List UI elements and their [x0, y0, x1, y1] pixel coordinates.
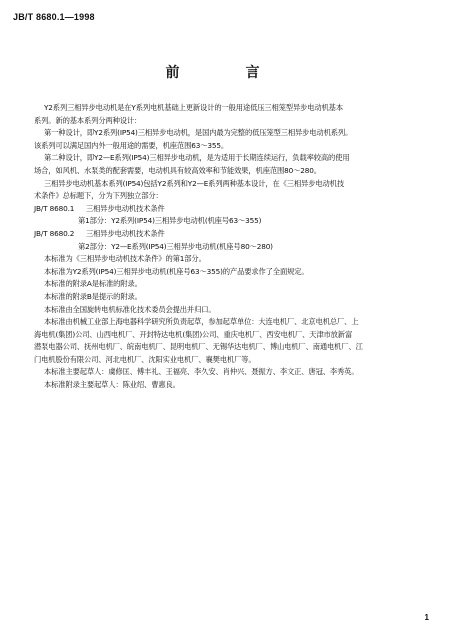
reference-subtitle: 第1部分：Y2系列(IP54)三相异步电动机(机座号63～355) — [78, 216, 262, 226]
reference-title: 三相异步电动机技术条件 — [86, 203, 165, 213]
body-line: 场合，如风机、水泵类的配套需要，电动机具有较高效率和节能效果，机座范围80～280。 — [34, 165, 321, 175]
body-line: 该系列可以满足国内外一般用途的需要，机座范围63～355。 — [34, 140, 228, 150]
body-line: 本标准由全国旋转电机标准化技术委员会提出并归口。 — [44, 304, 216, 314]
body-line: 系列。新的基本系列分两种设计： — [34, 115, 142, 125]
body-line: 三相异步电动机基本系列(IP54)包括Y2系列和Y2—E系列两种基本设计，在《三相异步电动机技 — [44, 178, 344, 188]
body-line: 本标准的附录A是标准的附录。 — [44, 279, 142, 289]
reference-subtitle: 第2部分：Y2—E系列(IP54)三相异步电动机(机座号80～280) — [78, 241, 273, 251]
body-line: 第二种设计，即Y2—E系列(IP54)三相异步电动机，是为适用于长期连续运行，负载率较高的使用 — [44, 153, 350, 163]
reference-entry — [34, 228, 440, 241]
reference-code: JB/T 8680.1 — [34, 203, 75, 213]
reference-code: JB/T 8680.2 — [34, 228, 75, 238]
body-line: 本标准主要起草人：虞修匡、傅丰礼、王福亮、李久安、肖仲兴、聂振方、李文正、唐冠、李秀英。 — [44, 367, 359, 377]
page-title: 前 言 — [165, 65, 286, 81]
body-line: 第一种设计，即Y2系列(IP54)三相异步电动机，是国内最为完整的低压笼型三相异步电动机系列。 — [44, 128, 353, 138]
body-line: 术条件》总标题下，分为下列独立部分： — [34, 191, 163, 201]
body-line: 门电机股份有限公司、河北电机厂、沈阳实业电机厂、襄樊电机厂等。 — [34, 354, 256, 364]
body-line: 潜泵电器公司、抚州电机厂、皖南电机厂、昆明电机厂、无锡华达电机厂、博山电机厂、南通电机厂、江 — [34, 342, 363, 352]
document-code: JB/T 8680.1—1998 — [13, 12, 95, 22]
body-line: 本标准为Y2系列(IP54)三相异步电动机(机座号63～355)的产品要求作了全面规定。 — [44, 266, 309, 276]
body-line: 本标准由机械工业部上海电器科学研究所负责起草，参加起草单位：大连电机厂、北京电机总厂、上 — [44, 317, 359, 327]
reference-title: 三相异步电动机技术条件 — [86, 228, 165, 238]
body-line: Y2系列三相异步电动机是在Y系列电机基础上更新设计的一般用途低压三相笼型异步电动机基本 — [44, 103, 343, 112]
document-body — [34, 102, 440, 392]
body-line: 本标准的附录B是提示的附录。 — [44, 291, 142, 301]
reference-entry — [34, 203, 440, 216]
body-line: 本标准为《三相异步电动机技术条件》的第1部分。 — [44, 254, 206, 264]
page-number: 1 — [424, 613, 429, 622]
body-line: 海电机(集团)公司、山西电机厂、开封特达电机(集团)公司、重庆电机厂、西安电机厂、天津市放新富 — [34, 329, 353, 339]
body-line: 本标准附录主要起草人：陈业绍、曹惠良。 — [44, 380, 180, 390]
